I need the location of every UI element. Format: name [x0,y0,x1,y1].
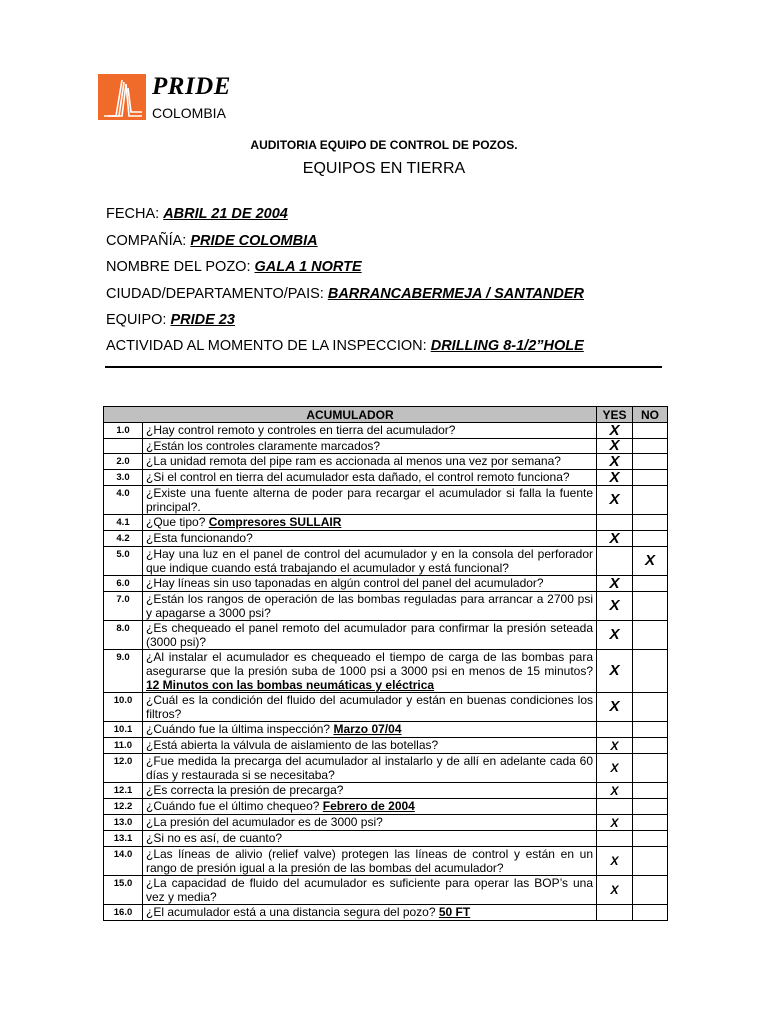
question-cell [143,423,597,439]
pride-logo-icon [98,74,146,120]
table-row [104,454,668,470]
question-cell [143,486,597,515]
item-number: 13.1 [104,831,143,847]
no-mark [633,738,668,754]
question-text: ¿Es correcta la presión de precarga? [146,783,344,797]
answer-text: Febrero de 2004 [322,799,415,813]
table-row [104,738,668,754]
field-value: BARRANCABERMEJA / SANTANDER [327,286,585,302]
audit-table [103,406,668,921]
no-mark [633,439,668,454]
table-row [104,693,668,722]
question-text: ¿Al instalar el acumulador es chequeado el tiempo de carga de las bombas para asegurarse que la presión suba de 1000 psi a 3000 psi en menos de 15 minutos? [146,650,594,678]
yes-mark [597,905,633,921]
item-number: 16.0 [104,905,143,921]
table-row [104,439,668,454]
field-equipo [106,312,235,328]
question-cell [143,754,597,783]
question-cell [143,592,597,621]
yes-mark: X [597,470,633,486]
field-value: PRIDE 23 [170,312,235,328]
no-mark [633,831,668,847]
question-text: ¿Cuál es la condición del fluido del acumulador y están en buenas condiciones los filtros? [146,693,594,721]
field-ciudad [106,286,584,302]
question-cell [143,831,597,847]
no-mark [633,693,668,722]
item-number: 4.1 [104,515,143,531]
yes-mark: X [597,454,633,470]
no-mark [633,722,668,738]
question-cell [143,738,597,754]
question-text: ¿Hay líneas sin uso taponadas en algún control del panel del acumulador? [146,576,544,590]
question-text: ¿Están los controles claramente marcados? [146,439,381,453]
field-value: ABRIL 21 DE 2004 [163,206,288,222]
question-text: ¿Si no es así, de cuanto? [146,831,283,845]
field-value: GALA 1 NORTE [254,259,362,275]
no-mark [633,847,668,876]
item-number: 8.0 [104,621,143,650]
table-row [104,650,668,693]
table-row [104,547,668,576]
table-row [104,423,668,439]
no-mark [633,592,668,621]
separator-line [105,366,662,368]
answer-text: Marzo 07/04 [333,722,402,736]
item-number: 15.0 [104,876,143,905]
question-cell [143,905,597,921]
no-mark [633,905,668,921]
yes-mark: X [597,439,633,454]
table-row [104,515,668,531]
item-number: 12.2 [104,799,143,815]
table-body [104,423,668,921]
yes-mark [597,547,633,576]
table-header-row [104,407,668,423]
table-row [104,531,668,547]
question-cell [143,876,597,905]
item-number: 7.0 [104,592,143,621]
no-mark [633,621,668,650]
yes-mark: X [597,531,633,547]
item-number: 10.1 [104,722,143,738]
no-mark [633,783,668,799]
no-mark [633,754,668,783]
item-number: 4.2 [104,531,143,547]
no-mark [633,876,668,905]
table-row [104,783,668,799]
logo-subtitle: COLOMBIA [152,105,226,121]
yes-mark: X [597,738,633,754]
no-mark: X [633,547,668,576]
item-number: 3.0 [104,470,143,486]
table-row [104,592,668,621]
yes-mark: X [597,783,633,799]
item-number: 9.0 [104,650,143,693]
yes-mark: X [597,815,633,831]
question-text: ¿Está abierta la válvula de aislamiento de las botellas? [146,738,439,752]
question-text: ¿El acumulador está a una distancia segura del pozo? [146,905,439,919]
item-number: 12.1 [104,783,143,799]
logo-name: PRIDE [152,73,231,100]
table-row [104,621,668,650]
no-mark [633,576,668,592]
question-text: ¿Existe una fuente alterna de poder para recargar el acumulador si falla la fuente principal?. [146,486,594,514]
item-number: 10.0 [104,693,143,722]
question-cell [143,722,597,738]
field-fecha [106,206,288,222]
question-cell [143,547,597,576]
question-cell [143,576,597,592]
field-label: EQUIPO: [106,312,171,328]
yes-mark: X [597,621,633,650]
yes-mark [597,799,633,815]
question-text: ¿Si el control en tierra del acumulador esta dañado, el control remoto funciona? [146,470,570,484]
no-mark [633,799,668,815]
yes-mark: X [597,592,633,621]
answer-text: Compresores SULLAIR [208,515,342,529]
question-cell [143,783,597,799]
section-title: EQUIPOS EN TIERRA [302,160,466,177]
header-acumulador: ACUMULADOR [104,407,597,423]
question-text: ¿Cuándo fue el último chequeo? [146,799,323,813]
question-cell [143,847,597,876]
yes-mark [597,515,633,531]
yes-mark [597,831,633,847]
question-text: ¿Que tipo? [146,515,209,529]
question-text: ¿La capacidad de fluido del acumulador es suficiente para operar las BOP’s una vez y media? [146,876,594,904]
item-number [104,439,143,454]
table-row [104,831,668,847]
field-label: COMPAÑÍA: [106,233,191,249]
table-row [104,722,668,738]
no-mark [633,470,668,486]
table-row [104,470,668,486]
question-text: ¿Esta funcionando? [146,531,253,545]
question-cell [143,621,597,650]
field-label: FECHA: [106,206,164,222]
answer-text: 12 Minutos con las bombas neumáticas y eléctrica [146,678,435,692]
header-no: NO [633,407,668,423]
question-text: ¿Hay control remoto y controles en tierra del acumulador? [146,423,456,437]
yes-mark: X [597,423,633,439]
question-cell [143,799,597,815]
item-number: 14.0 [104,847,143,876]
field-actividad [106,338,584,354]
item-number: 4.0 [104,486,143,515]
table-row [104,847,668,876]
field-label: NOMBRE DEL POZO: [106,259,255,275]
question-cell [143,650,597,693]
no-mark [633,650,668,693]
item-number: 2.0 [104,454,143,470]
yes-mark [597,722,633,738]
field-label: CIUDAD/DEPARTAMENTO/PAIS: [106,286,328,302]
table-row [104,815,668,831]
table-row [104,486,668,515]
item-number: 6.0 [104,576,143,592]
question-text: ¿Es chequeado el panel remoto del acumulador para confirmar la presión seteada (3000 psi)? [146,621,594,649]
item-number: 5.0 [104,547,143,576]
yes-mark: X [597,486,633,515]
no-mark [633,531,668,547]
field-nombre-pozo [106,259,362,275]
no-mark [633,454,668,470]
question-cell [143,815,597,831]
question-cell [143,439,597,454]
question-cell [143,515,597,531]
question-cell [143,454,597,470]
no-mark [633,515,668,531]
table-row [104,876,668,905]
question-text: ¿La presión del acumulador es de 3000 psi? [146,815,383,829]
question-text: ¿Están los rangos de operación de las bombas reguladas para arrancar a 2700 psi y apagarse a 3000 psi? [146,592,594,620]
table-row [104,576,668,592]
question-text: ¿Hay una luz en el panel de control del acumulador y en la consola del perforador que indique cuando está trabajando el acumulador y está funcional? [146,547,594,575]
yes-mark: X [597,847,633,876]
no-mark [633,423,668,439]
field-value: PRIDE COLOMBIA [190,233,318,249]
field-label: ACTIVIDAD AL MOMENTO DE LA INSPECCION: [106,338,431,354]
question-text: ¿Las líneas de alivio (relief valve) protegen las líneas de control y están en un rango de presión igual a la presión de las bombas del acumulador? [146,847,594,875]
item-number: 12.0 [104,754,143,783]
answer-text: 50 FT [438,905,471,919]
yes-mark: X [597,693,633,722]
yes-mark: X [597,754,633,783]
question-text: ¿La unidad remota del pipe ram es accionada al menos una vez por semana? [146,454,561,468]
field-value: DRILLING 8-1/2”HOLE [430,338,584,354]
no-mark [633,815,668,831]
table-row [104,905,668,921]
question-cell [143,693,597,722]
header-yes: YES [597,407,633,423]
item-number: 1.0 [104,423,143,439]
question-text: ¿Cuándo fue la última inspección? [146,722,334,736]
table-row [104,754,668,783]
yes-mark: X [597,876,633,905]
field-compania [106,233,318,249]
no-mark [633,486,668,515]
question-cell [143,470,597,486]
question-text: ¿Fue medida la precarga del acumulador al instalarlo y de allí en adelante cada 60 días y restaurada si se necesitaba? [146,754,594,782]
yes-mark: X [597,650,633,693]
table-row [104,799,668,815]
question-cell [143,531,597,547]
document-title: AUDITORIA EQUIPO DE CONTROL DE POZOS. [250,138,518,152]
item-number: 13.0 [104,815,143,831]
item-number: 11.0 [104,738,143,754]
yes-mark: X [597,576,633,592]
